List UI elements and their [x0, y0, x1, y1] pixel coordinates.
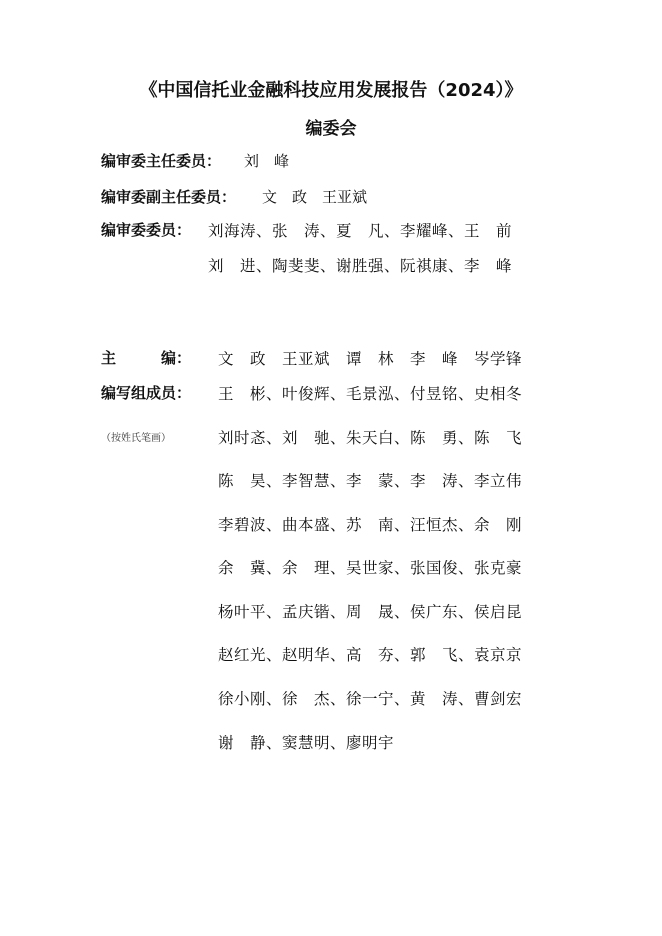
writers-label: 编写组成员： — [101, 384, 192, 402]
page-subtitle: 编委会 — [305, 119, 357, 139]
writers-line: 赵红光、赵明华、高 夯、郭 飞、袁京京 — [218, 646, 523, 664]
chief-editor-label: 主 编： — [101, 349, 192, 367]
writers-order-note: （按姓氏笔画） — [101, 433, 171, 444]
writers-line: 杨叶平、孟庆锴、周 晟、侯广东、侯启昆 — [218, 603, 523, 621]
writers-line: 陈 昊、李智慧、李 蒙、李 涛、李立伟 — [218, 472, 523, 490]
chief-editor-value: 文 政 王亚斌 谭 林 李 峰 岑学锋 — [218, 350, 523, 368]
committee-chair-label: 编审委主任委员： — [101, 152, 222, 170]
page-title: 《中国信托业金融科技应用发展报告（2024）》 — [139, 80, 523, 101]
writers-line: 刘时忞、刘 驰、朱天白、陈 勇、陈 飞 — [218, 429, 523, 447]
committee-members-line: 刘海涛、张 涛、夏 凡、李耀峰、王 前 — [208, 222, 513, 240]
committee-members-line: 刘 进、陶斐斐、谢胜强、阮祺康、李 峰 — [208, 257, 513, 275]
writers-line: 徐小刚、徐 杰、徐一宁、黄 涛、曹剑宏 — [218, 690, 523, 708]
committee-vice-value: 文 政 王亚斌 — [262, 188, 368, 206]
committee-chair-value: 刘 峰 — [244, 152, 290, 170]
committee-members-label: 编审委委员： — [101, 221, 192, 239]
committee-vice-label: 编审委副主任委员： — [101, 188, 237, 206]
writers-line: 余 冀、余 理、吴世家、张国俊、张克豪 — [218, 559, 523, 577]
writers-line: 谢 静、窦慧明、廖明宇 — [218, 734, 395, 752]
writers-line: 王 彬、叶俊辉、毛景泓、付昱铭、史相冬 — [218, 385, 523, 403]
writers-line: 李碧波、曲本盛、苏 南、汪恒杰、余 刚 — [218, 516, 523, 534]
